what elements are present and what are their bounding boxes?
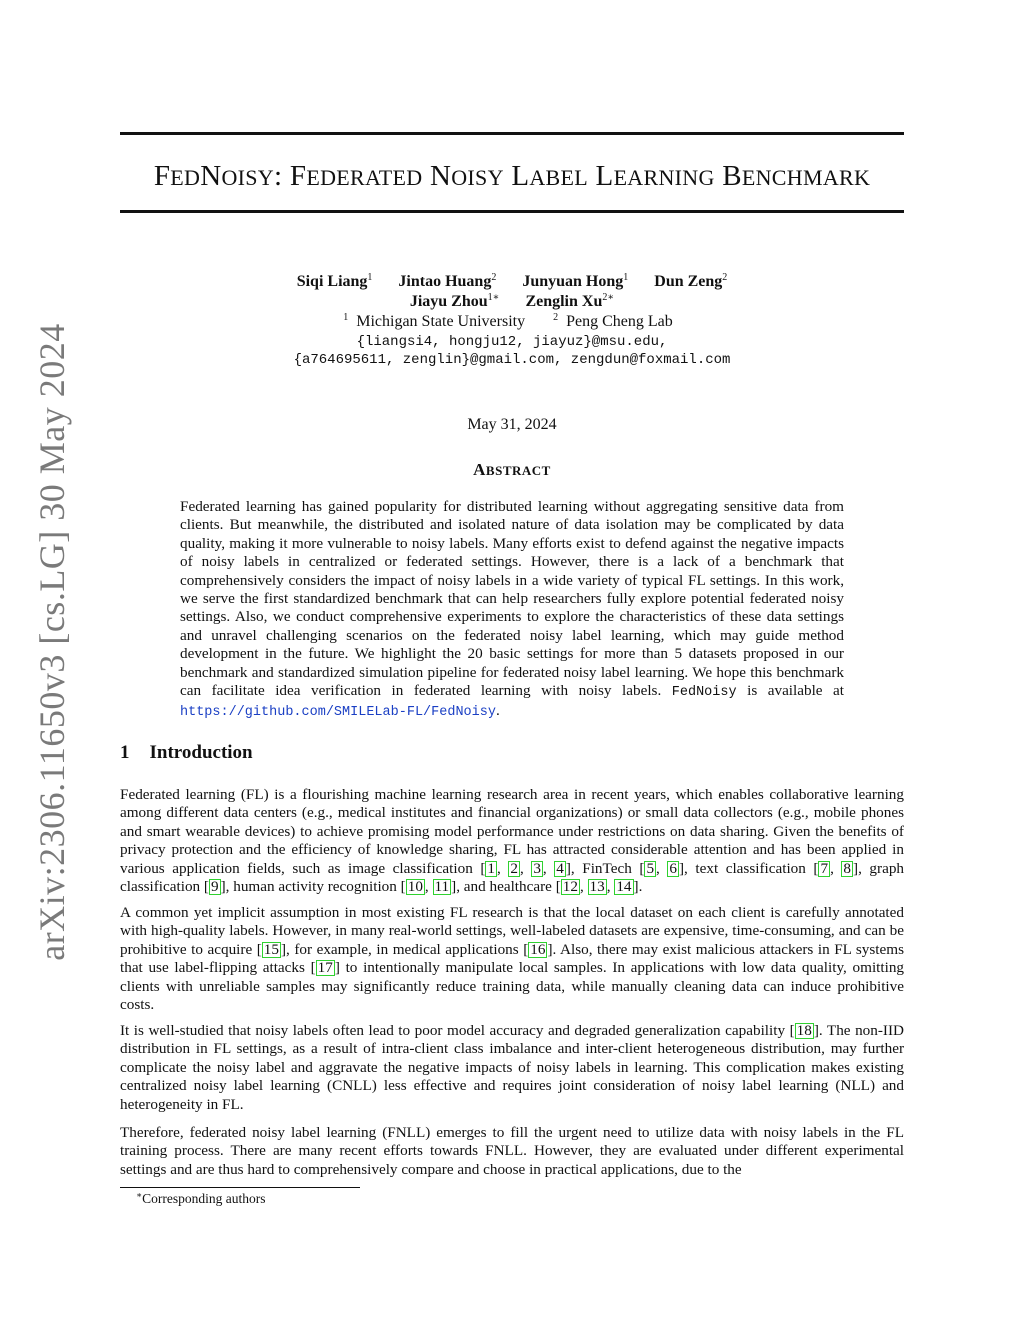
author-name: Dun Zeng bbox=[654, 273, 723, 290]
text-run: ], text classification [ bbox=[678, 859, 819, 877]
github-link[interactable]: https://github.com/SMILELab-FL/FedNoisy bbox=[180, 705, 496, 721]
section-heading bbox=[120, 742, 253, 764]
title-smallcaps: EARNING bbox=[613, 165, 715, 190]
title-smallcaps: EDERATED bbox=[306, 165, 423, 190]
email-line-2: {a764695611, zenglin}@gmail.com, zengdun@foxmail.com bbox=[293, 352, 731, 368]
affiliation-name: Michigan State University bbox=[356, 313, 526, 330]
abstract-heading-rest: BSTRACT bbox=[485, 463, 551, 478]
footnote-text: Corresponding authors bbox=[142, 1191, 266, 1206]
citation-link[interactable]: 1 bbox=[487, 859, 495, 877]
affiliation-name: Peng Cheng Lab bbox=[566, 313, 673, 330]
citation-link[interactable]: 12 bbox=[562, 878, 578, 896]
author bbox=[410, 292, 500, 312]
title-smallcaps: OISY bbox=[451, 165, 504, 190]
text-run: It is well-studied that noisy labels often lead to poor model accuracy and degraded generalization capability [ bbox=[120, 1022, 795, 1039]
citation-link[interactable]: 7 bbox=[820, 859, 829, 877]
author bbox=[654, 272, 727, 292]
text-run: ], graph classification [ bbox=[120, 859, 905, 896]
author-name: Jintao Huang bbox=[398, 273, 492, 290]
text-run: A common yet implicit assumption in most existing FL research is that the local dataset on each client is carefully annotated with high-quality labels. However, in many real-world settings, well-labeled datasets are expensive, time-consuming, and can be prohibitive to acquire [ bbox=[120, 904, 904, 958]
title-smallcaps: ENCHMARK bbox=[741, 165, 871, 190]
abstract-text: Federated learning has gained popularity for distributed learning without aggregating sensitive data from clients. But meanwhile, the distributed and isolated nature of data isolation may be complicated by data quality, making it more vulnerable to noisy labels. Many efforts exist to defend against the negative impacts of noisy labels in centralized or federated settings. However, there is a lack of a benchmark that comprehensively considers the impact of noisy labels in a wide variety of typical FL settings. In this work, we serve the first standardized benchmark that can help researchers fully explore potential federated noisy settings. Also, we conduct comprehensive experiments to explore the characteristics of these data settings and unravel challenging scenarios on the federated noisy label learning, which may guide method development in the future. We highlight the 20 basic settings for more than 5 datasets proposed in our benchmark and standardized simulation pipeline for federated noisy label learning. We hope this benchmark can facilitate idea verification in federated learning with noisy labels. bbox=[180, 498, 844, 700]
citation-link[interactable]: 3 bbox=[533, 859, 541, 877]
citation-link[interactable]: 9 bbox=[210, 878, 219, 896]
paragraph-2 bbox=[120, 904, 904, 1014]
citation-link[interactable]: 16 bbox=[530, 940, 546, 958]
affiliation bbox=[343, 313, 533, 330]
footnote bbox=[136, 1191, 265, 1207]
title-colon: : bbox=[273, 160, 283, 192]
footnote-rule bbox=[120, 1187, 360, 1188]
title-letter: B bbox=[722, 160, 742, 192]
citation-link[interactable]: 6 bbox=[669, 859, 677, 877]
text-run: ], for example, in medical applications [ bbox=[280, 940, 529, 958]
email-line-1: {liangsi4, hongju12, jiayuz}@msu.edu, bbox=[356, 334, 668, 350]
text-run: ]. Also, there may exist malicious attackers in FL systems that use label-flipping attacks [ bbox=[120, 940, 904, 977]
paragraph-1: Federated learning (FL) is a flourishing machine learning research area in recent years, which enables collaborative learning among different data centers (e.g., medical institutes and financial organizations) or small data collectors (e.g., mobile phones and smart wearable devices) to achieve promising model performance under restrictions on data sharing. Given the benefits of privacy protection and the efficiency of knowledge sharing, FL has attracted considerable attention and has been applied in various application fields, such as image classification [ 1 , 2 , 3 , 4 ], FinTech [ 5 , 6 ], text classification [ 7 , 8 ], graph classification [ 9 ], human activity recognition [ 10 , 11 ], and healthcare [ 12 , 13 , 14 ]. bbox=[120, 786, 905, 896]
paragraph-3 bbox=[120, 1022, 904, 1114]
affiliation bbox=[553, 313, 681, 330]
citation-link[interactable]: 4 bbox=[556, 859, 564, 877]
citation-link[interactable]: 5 bbox=[646, 859, 655, 877]
author-affil-mark: 2 bbox=[491, 272, 497, 283]
abstract-heading-cap: A bbox=[473, 460, 486, 479]
paper-date: May 31, 2024 bbox=[467, 416, 557, 433]
author bbox=[398, 272, 496, 292]
abstract-heading bbox=[120, 460, 904, 480]
title-smallcaps: ABEL bbox=[529, 165, 588, 190]
author-name: Siqi Liang bbox=[296, 273, 368, 290]
citation-link[interactable]: 11 bbox=[434, 878, 450, 896]
authors-line-2 bbox=[120, 292, 904, 312]
text-run: ]. The non-IID distribution in FL settings, as a result of intra-client class imbalance and inter-client heterogeneous distribution, may further complicate the noisy label and aggravate the negative impacts of noisy labels in learning. This complication makes existing centralized noisy label learning (CNLL) less effective and requires joint consideration of noisy label learning (NLL) and heterogeneity in FL. bbox=[120, 1022, 904, 1113]
abstract-end: . bbox=[495, 702, 500, 720]
citation-link[interactable]: 2 bbox=[510, 859, 518, 877]
title-rule-bottom bbox=[120, 210, 904, 213]
title-letter: F bbox=[289, 160, 307, 192]
text-run: Federated learning (FL) is a flourishing machine learning research area in recent years, which enables collaborative learning among different data centers (e.g., medical institutes and financial organizations) or small data collectors (e.g., mobile phones and smart wearable devices) to achieve promising model performance under restrictions on data sharing. Given the benefits of privacy protection and the efficiency of knowledge sharing, FL has attracted considerable attention and has been applied in various application fields, such as image classification [ bbox=[120, 786, 904, 877]
affiliations bbox=[120, 312, 904, 332]
author-name: Jiayu Zhou bbox=[409, 293, 488, 310]
author-affil-mark: 1 bbox=[367, 272, 373, 283]
title-smallcaps: ED bbox=[170, 165, 201, 190]
author-affil-mark: 2∗ bbox=[602, 292, 615, 303]
author-name: Junyuan Hong bbox=[522, 273, 624, 290]
abstract-body bbox=[180, 498, 844, 723]
title-letter: L bbox=[595, 160, 614, 192]
citation-link[interactable]: 10 bbox=[407, 878, 423, 896]
author bbox=[297, 272, 373, 292]
author-affil-mark: 1∗ bbox=[487, 292, 500, 303]
footnote-mark: ∗ bbox=[136, 1190, 143, 1200]
title-letter: N bbox=[200, 160, 222, 192]
text-run: ], and healthcare [ bbox=[451, 878, 561, 896]
title-smallcaps: OISY bbox=[221, 165, 274, 190]
availability-text: is available at bbox=[747, 682, 845, 700]
citation-link[interactable]: 13 bbox=[589, 878, 605, 896]
text-run: ] to intentionally manipulate local samples. In applications with low data quality, omitting clients with unreliable samples may significantly reduce training data, while manually cleaning data can induce prohibitive costs. bbox=[120, 959, 905, 1014]
author-affil-mark: 1 bbox=[623, 272, 629, 283]
citation-link[interactable]: 17 bbox=[317, 959, 333, 977]
citation-link[interactable]: 8 bbox=[843, 859, 852, 877]
authors-line-1 bbox=[120, 272, 904, 292]
code-name: FedNoisy bbox=[671, 685, 737, 701]
citation-link[interactable]: 15 bbox=[263, 940, 279, 958]
paper-title bbox=[120, 158, 904, 196]
text-run: ], human activity recognition [ bbox=[220, 878, 406, 896]
title-letter: F bbox=[153, 160, 171, 192]
citation-link[interactable]: 18 bbox=[796, 1022, 812, 1039]
title-rule-top bbox=[120, 132, 904, 135]
arxiv-stamp: arXiv:2306.11650v3 [cs.LG] 30 May 2024 bbox=[32, 323, 72, 961]
author-affil-mark: 2 bbox=[722, 272, 728, 283]
text-run: ], FinTech [ bbox=[565, 859, 645, 877]
section-number: 1 bbox=[120, 742, 130, 763]
citation-link[interactable]: 14 bbox=[616, 878, 632, 896]
title-letter: N bbox=[429, 160, 452, 192]
affiliation-mark: 2 bbox=[553, 312, 559, 323]
section-title: Introduction bbox=[149, 742, 253, 763]
author-name: Zenglin Xu bbox=[525, 293, 603, 310]
author bbox=[522, 272, 628, 292]
paragraph-4: Therefore, federated noisy label learning (FNLL) emerges to fill the urgent need to utilize data with noisy labels in the FL training process. There are many recent efforts towards FNLL. However, they are evaluated under different experimental settings and are thus hard to comprehensively compare and choose in practical applications, due to the bbox=[120, 1124, 904, 1178]
title-letter: L bbox=[511, 160, 530, 192]
text-run: ]. bbox=[633, 878, 643, 896]
affiliation-mark: 1 bbox=[343, 312, 349, 323]
author bbox=[525, 292, 614, 312]
